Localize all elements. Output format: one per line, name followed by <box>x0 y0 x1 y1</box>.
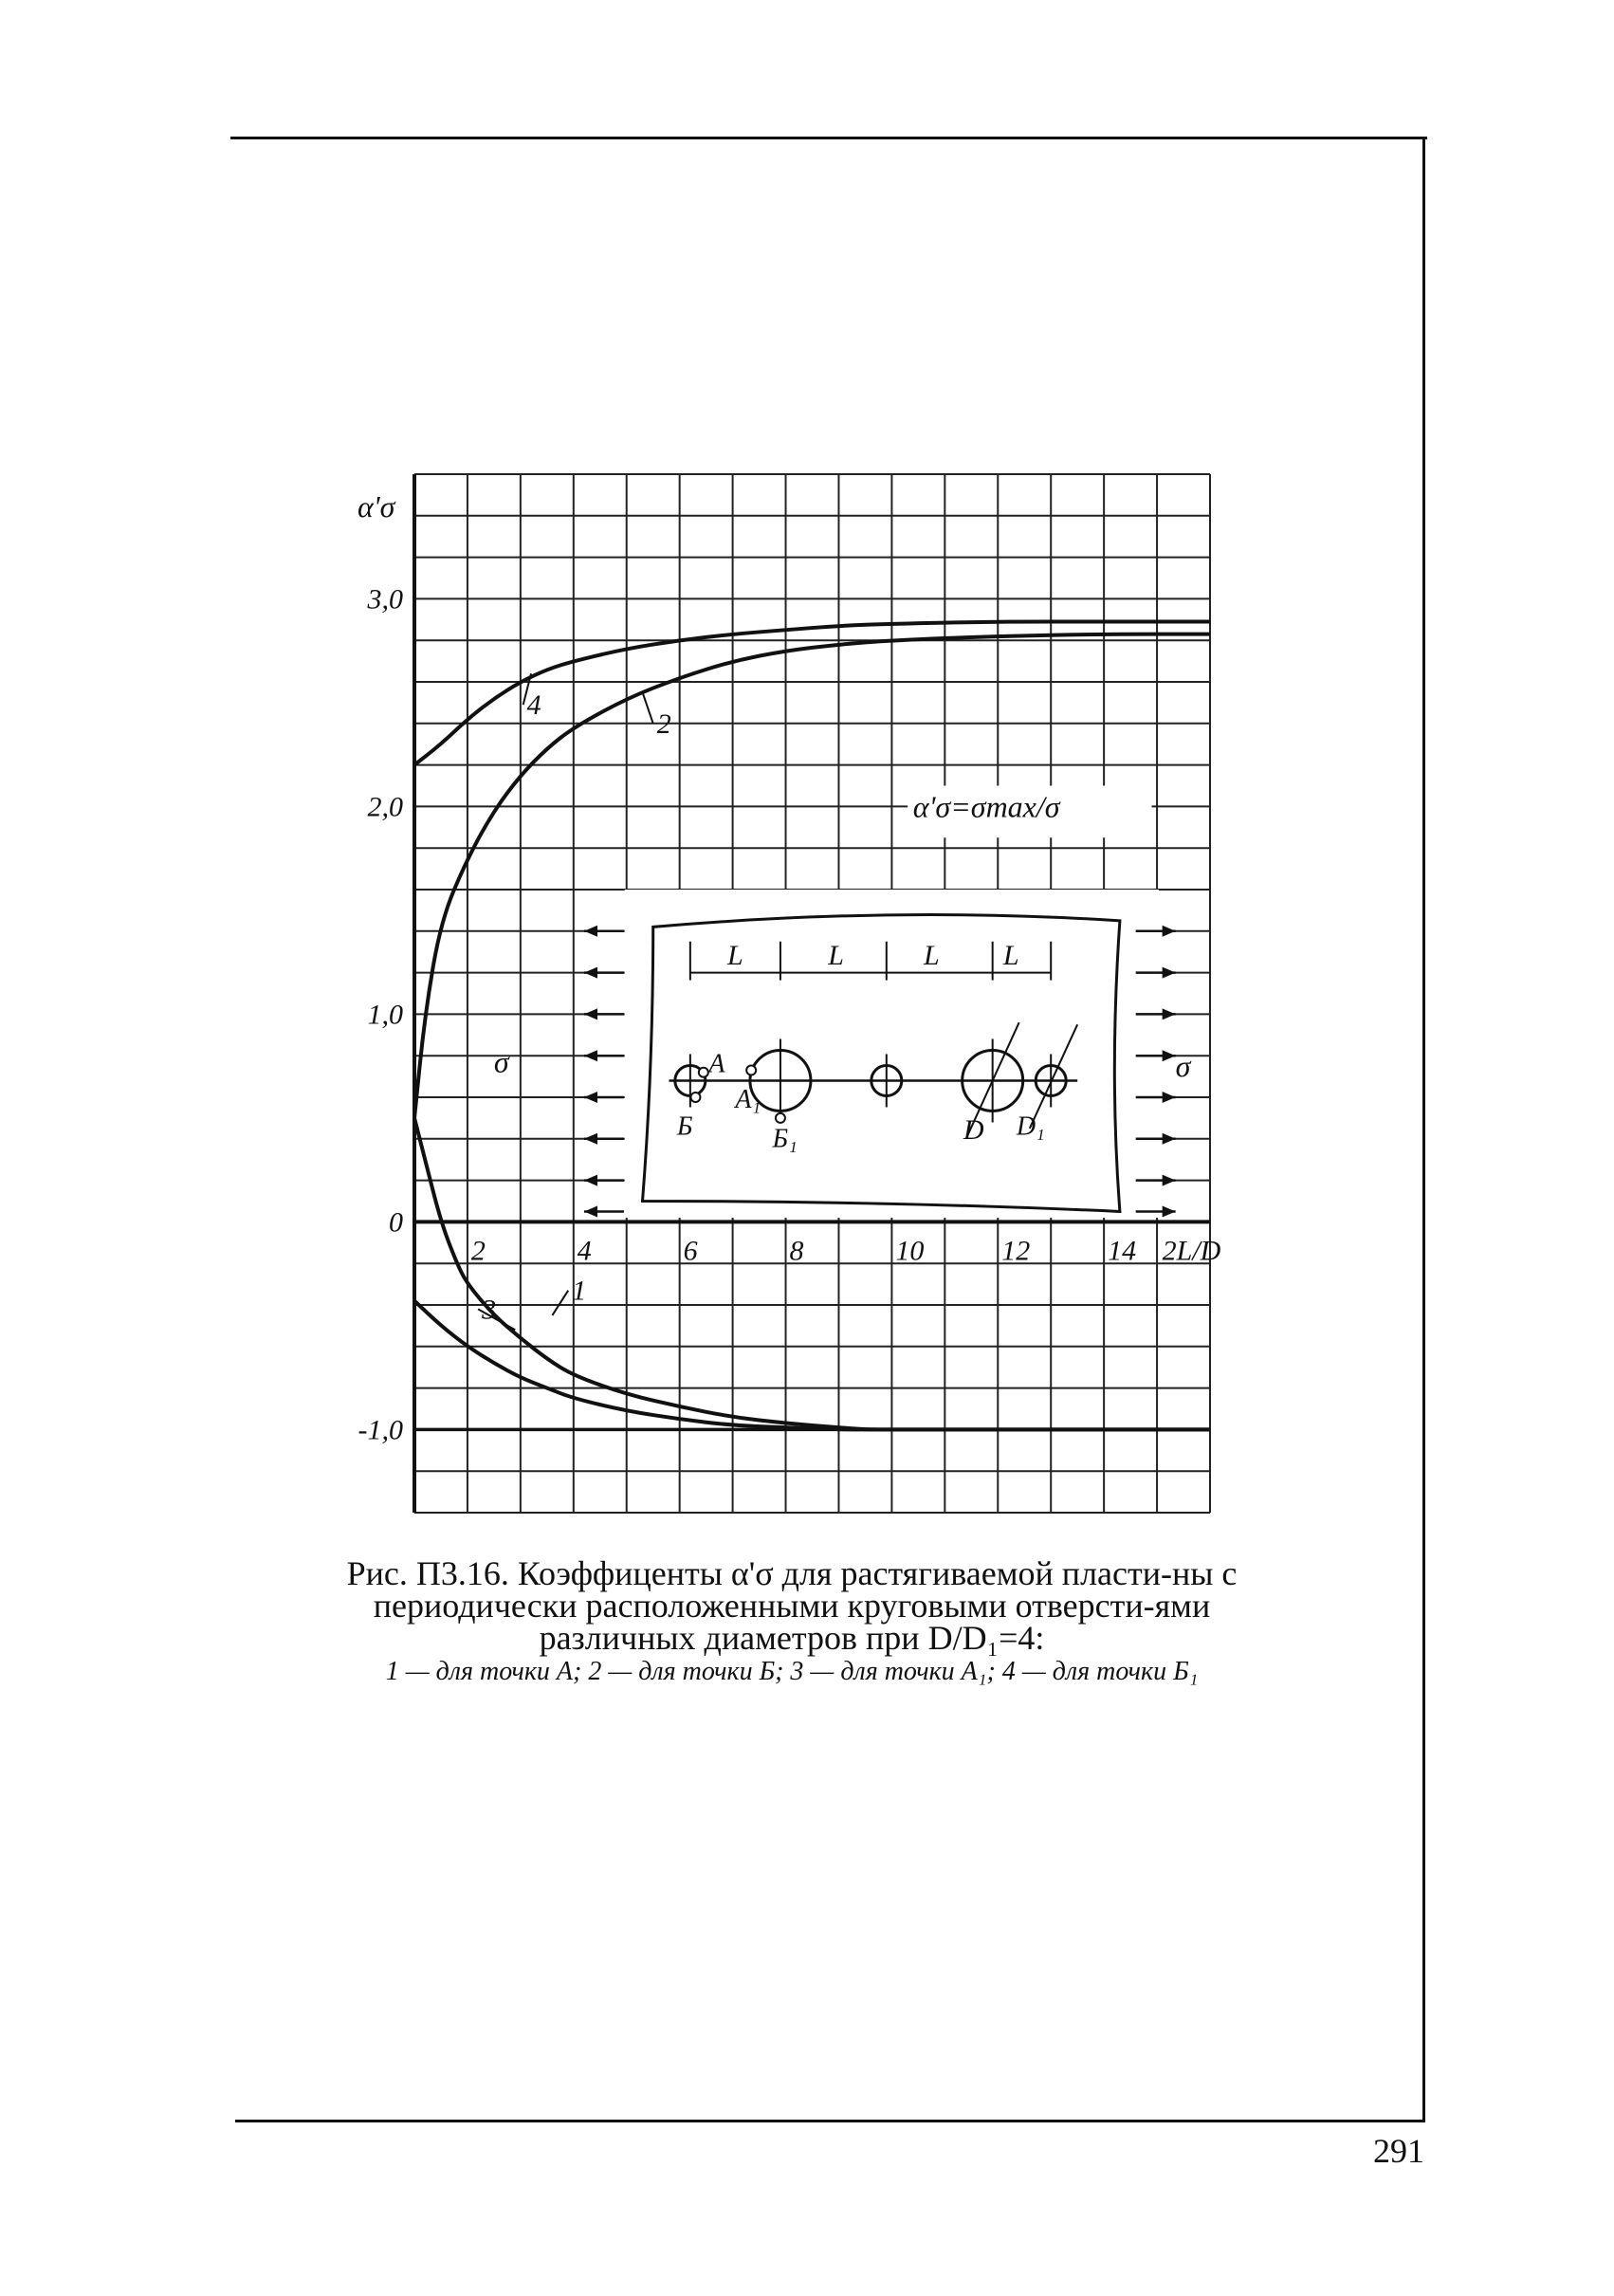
x-tick-label: 6 <box>683 1235 698 1267</box>
y-tick-label: -1,0 <box>358 1414 403 1446</box>
series-label-3: 3 <box>482 1294 497 1326</box>
caption-main-text: Рис. П3.16. Коэффиценты α'σ для растягиваемой пласти-ны с периодически расположенными круговыми отверсти-ями различных диаметров при D/D₁=4: <box>346 1554 1238 1657</box>
point-marker <box>776 1113 785 1123</box>
page-frame-bottom-rule <box>235 2120 1425 2122</box>
diameter-label-small: D₁ <box>1016 1111 1045 1142</box>
y-tick-label: 1,0 <box>367 999 403 1031</box>
stress-arrowhead-right <box>1163 1133 1176 1145</box>
y-tick-label: 2,0 <box>367 791 403 823</box>
series-label-2: 2 <box>656 707 671 740</box>
y-tick-label: 0 <box>389 1206 403 1239</box>
caption-legend-text: 1 — для точки А; 2 — для точки Б; 3 — для точки А₁; 4 — для точки Б₁ <box>385 1657 1199 1686</box>
point-label-b1: Б₁ <box>772 1124 798 1154</box>
stress-arrowhead-left <box>584 1092 597 1103</box>
series-curve-3 <box>414 1301 1210 1430</box>
stress-arrowhead-right <box>1163 1205 1176 1217</box>
stress-arrowhead-right <box>1163 1175 1176 1186</box>
x-tick-label: 2 <box>470 1235 486 1267</box>
y-tick-label: 3,0 <box>367 583 403 615</box>
series-label-1: 1 <box>572 1275 587 1307</box>
stress-arrowhead-left <box>584 1008 597 1019</box>
spacing-label: L <box>828 939 844 971</box>
point-marker <box>690 1093 700 1102</box>
stress-arrowhead-right <box>1163 1092 1176 1103</box>
spacing-label: L <box>923 939 940 971</box>
stress-arrowhead-right <box>1163 1050 1176 1061</box>
x-tick-label: 4 <box>577 1235 592 1267</box>
series-leader-2 <box>643 692 653 724</box>
stress-label-left: σ <box>493 1044 509 1079</box>
spacing-label: L <box>727 939 743 971</box>
stress-arrowhead-right <box>1163 967 1176 979</box>
formula-label: α'σ=σmax/σ <box>912 789 1060 824</box>
stress-arrowhead-left <box>584 1050 597 1061</box>
y-axis-label: α'σ <box>358 489 395 523</box>
x-tick-label: 8 <box>789 1235 804 1267</box>
point-marker <box>746 1066 756 1075</box>
point-label-a: А <box>708 1049 725 1079</box>
x-tick-label: 12 <box>1001 1235 1031 1267</box>
stress-arrowhead-left <box>584 967 597 979</box>
spacing-label: L <box>1002 939 1019 971</box>
point-marker <box>699 1068 708 1077</box>
plate-diagram-inset <box>584 890 1176 1218</box>
series-leader-1 <box>552 1291 568 1315</box>
stress-label-right: σ <box>1175 1049 1191 1084</box>
diameter-label: D <box>963 1113 984 1146</box>
x-axis-end-label: 2L/D <box>1162 1235 1221 1267</box>
point-label-a1: А₁ <box>735 1084 761 1114</box>
stress-arrowhead-left <box>584 1175 597 1186</box>
stress-arrowhead-left <box>584 1133 597 1145</box>
x-tick-label: 14 <box>1108 1235 1137 1267</box>
figure-caption <box>322 1554 1261 1686</box>
stress-arrowhead-right <box>1163 926 1176 937</box>
stress-arrowhead-right <box>1163 1008 1176 1019</box>
inset-background <box>625 890 1159 1218</box>
series-label-4: 4 <box>526 689 541 722</box>
page-number: 291 <box>1373 2132 1424 2170</box>
stress-arrowhead-left <box>584 1205 597 1217</box>
stress-arrowhead-left <box>584 926 597 937</box>
point-label-b: Б <box>676 1111 693 1142</box>
x-tick-label: 10 <box>895 1235 925 1267</box>
